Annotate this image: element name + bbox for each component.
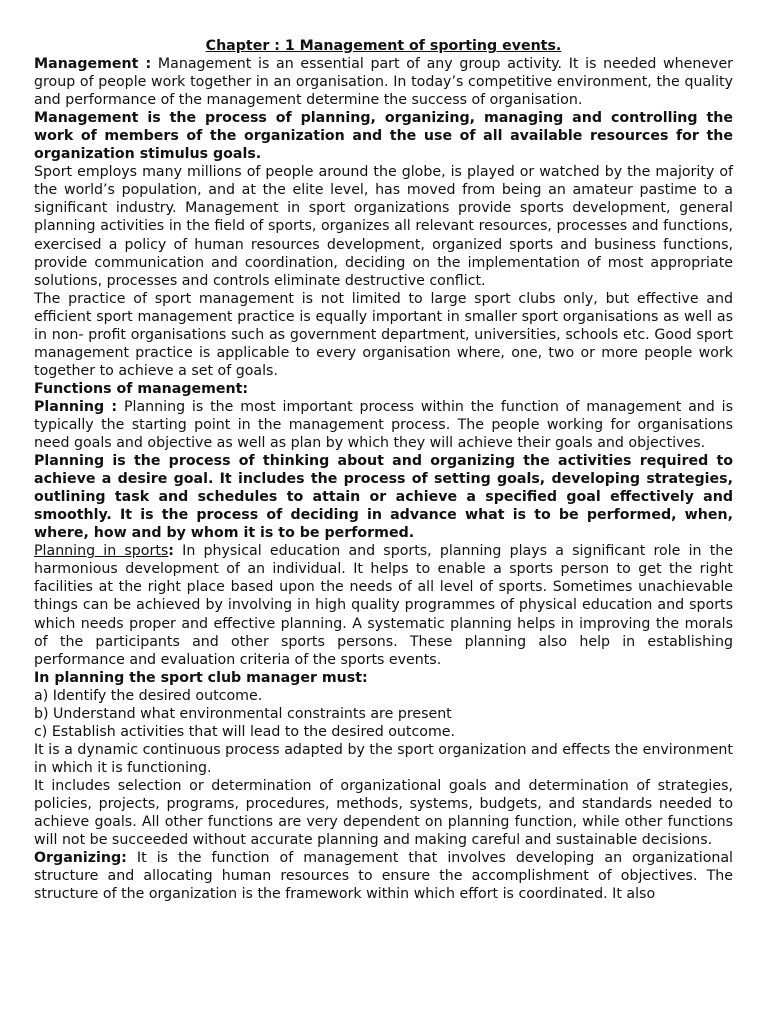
practice-paragraph: The practice of sport management is not limited to large sport clubs only, but effective and efficient sport management practice is equally important in smaller sport organisations as well as in non- profit organisations such as government department, universities, schools etc. Good sport management practice is applicable to every organisation where, one, two or more people work together to achieve a set of goals. [34, 290, 733, 379]
planning-paragraph [34, 398, 733, 452]
management-definition: Management is the process of planning, organizing, managing and controlling the work of members of the organization and the use of all available resources for the organization stimulus goals. [34, 110, 733, 163]
club-manager-list [34, 687, 733, 741]
list-item: a) Identify the desired outcome. [34, 687, 263, 704]
list-item: b) Understand what environmental constraints are present [34, 705, 452, 722]
organizing-paragraph [34, 849, 733, 903]
management-text: Management is an essential part of any group activity. It is needed whenever group of people work together in an organisation. In today’s competitive environment, the quality and performance of the management determine the success of organisation. [34, 56, 734, 109]
club-manager-heading: In planning the sport club manager must: [34, 669, 368, 686]
sport-paragraph: Sport employs many millions of people around the globe, is played or watched by the majority of the world’s population, and at the elite level, has moved from being an amateur pastime to a significant industry. Management in sport organizations provide sports development, general planning activities in the field of sports, organizes all relevant resources, processes and functions, exercised a policy of human resources development, organized sports and business functions, provide communication and coordination, deciding on the implementation of most appropriate solutions, processes and controls eliminate destructive conflict. [34, 164, 733, 289]
organizing-label: Organizing: [34, 850, 127, 867]
planning-label: Planning : [34, 398, 118, 415]
chapter-title: Chapter : 1 Management of sporting events. [205, 38, 562, 54]
planning-in-sports-paragraph [34, 542, 733, 668]
organizing-text: It is the function of management that involves developing an organizational structure and allocating human resources to ensure the accomplishment of objectives. The structure of the organization is the framework within which effort is coordinated. It also [34, 850, 734, 903]
management-label: Management : [34, 56, 152, 73]
functions-heading: Functions of management: [34, 380, 249, 397]
planning-in-sports-text: In physical education and sports, planning plays a significant role in the harmonious development of an individual. It helps to enable a sports person to get the right facilities at the right place based upon the needs of all level of sports. Sometimes unachievable things can be achieved by involving in high quality programmes of physical education and sports which needs proper and effective planning. A systematic planning helps in improving the morals of the participants and other sports persons. These planning also help in establishing performance and evaluation criteria of the sports events. [34, 543, 733, 668]
planning-definition: Planning is the process of thinking about and organizing the activities required to achieve a desire goal. It includes the process of setting goals, developing strategies, outlining task and schedules to attain or achieve a specified goal effectively and smoothly. It is the process of deciding in advance what is to be performed, when, where, how and by whom it is to be performed. [34, 453, 733, 542]
dynamic-paragraph: It is a dynamic continuous process adapted by the sport organization and effects the environment in which it is functioning. [34, 741, 733, 776]
planning-text: Planning is the most important process within the function of management and is typically the starting point in the management process. The people working for organisations need goals and objective as well as plan by which they will achieve their goals and objectives. [34, 398, 733, 452]
planning-in-sports-colon: : [168, 543, 174, 560]
management-paragraph [34, 55, 733, 109]
list-item: c) Establish activities that will lead to the desired outcome. [34, 723, 456, 740]
includes-paragraph: It includes selection or determination of organizational goals and determination of strategies, policies, projects, programs, procedures, methods, systems, budgets, and standards needed to achieve goals. All other functions are very dependent on planning function, while other functions will not be succeeded without accurate planning and making careful and sustainable decisions. [34, 777, 733, 849]
planning-in-sports-label: Planning in sports [34, 543, 169, 560]
